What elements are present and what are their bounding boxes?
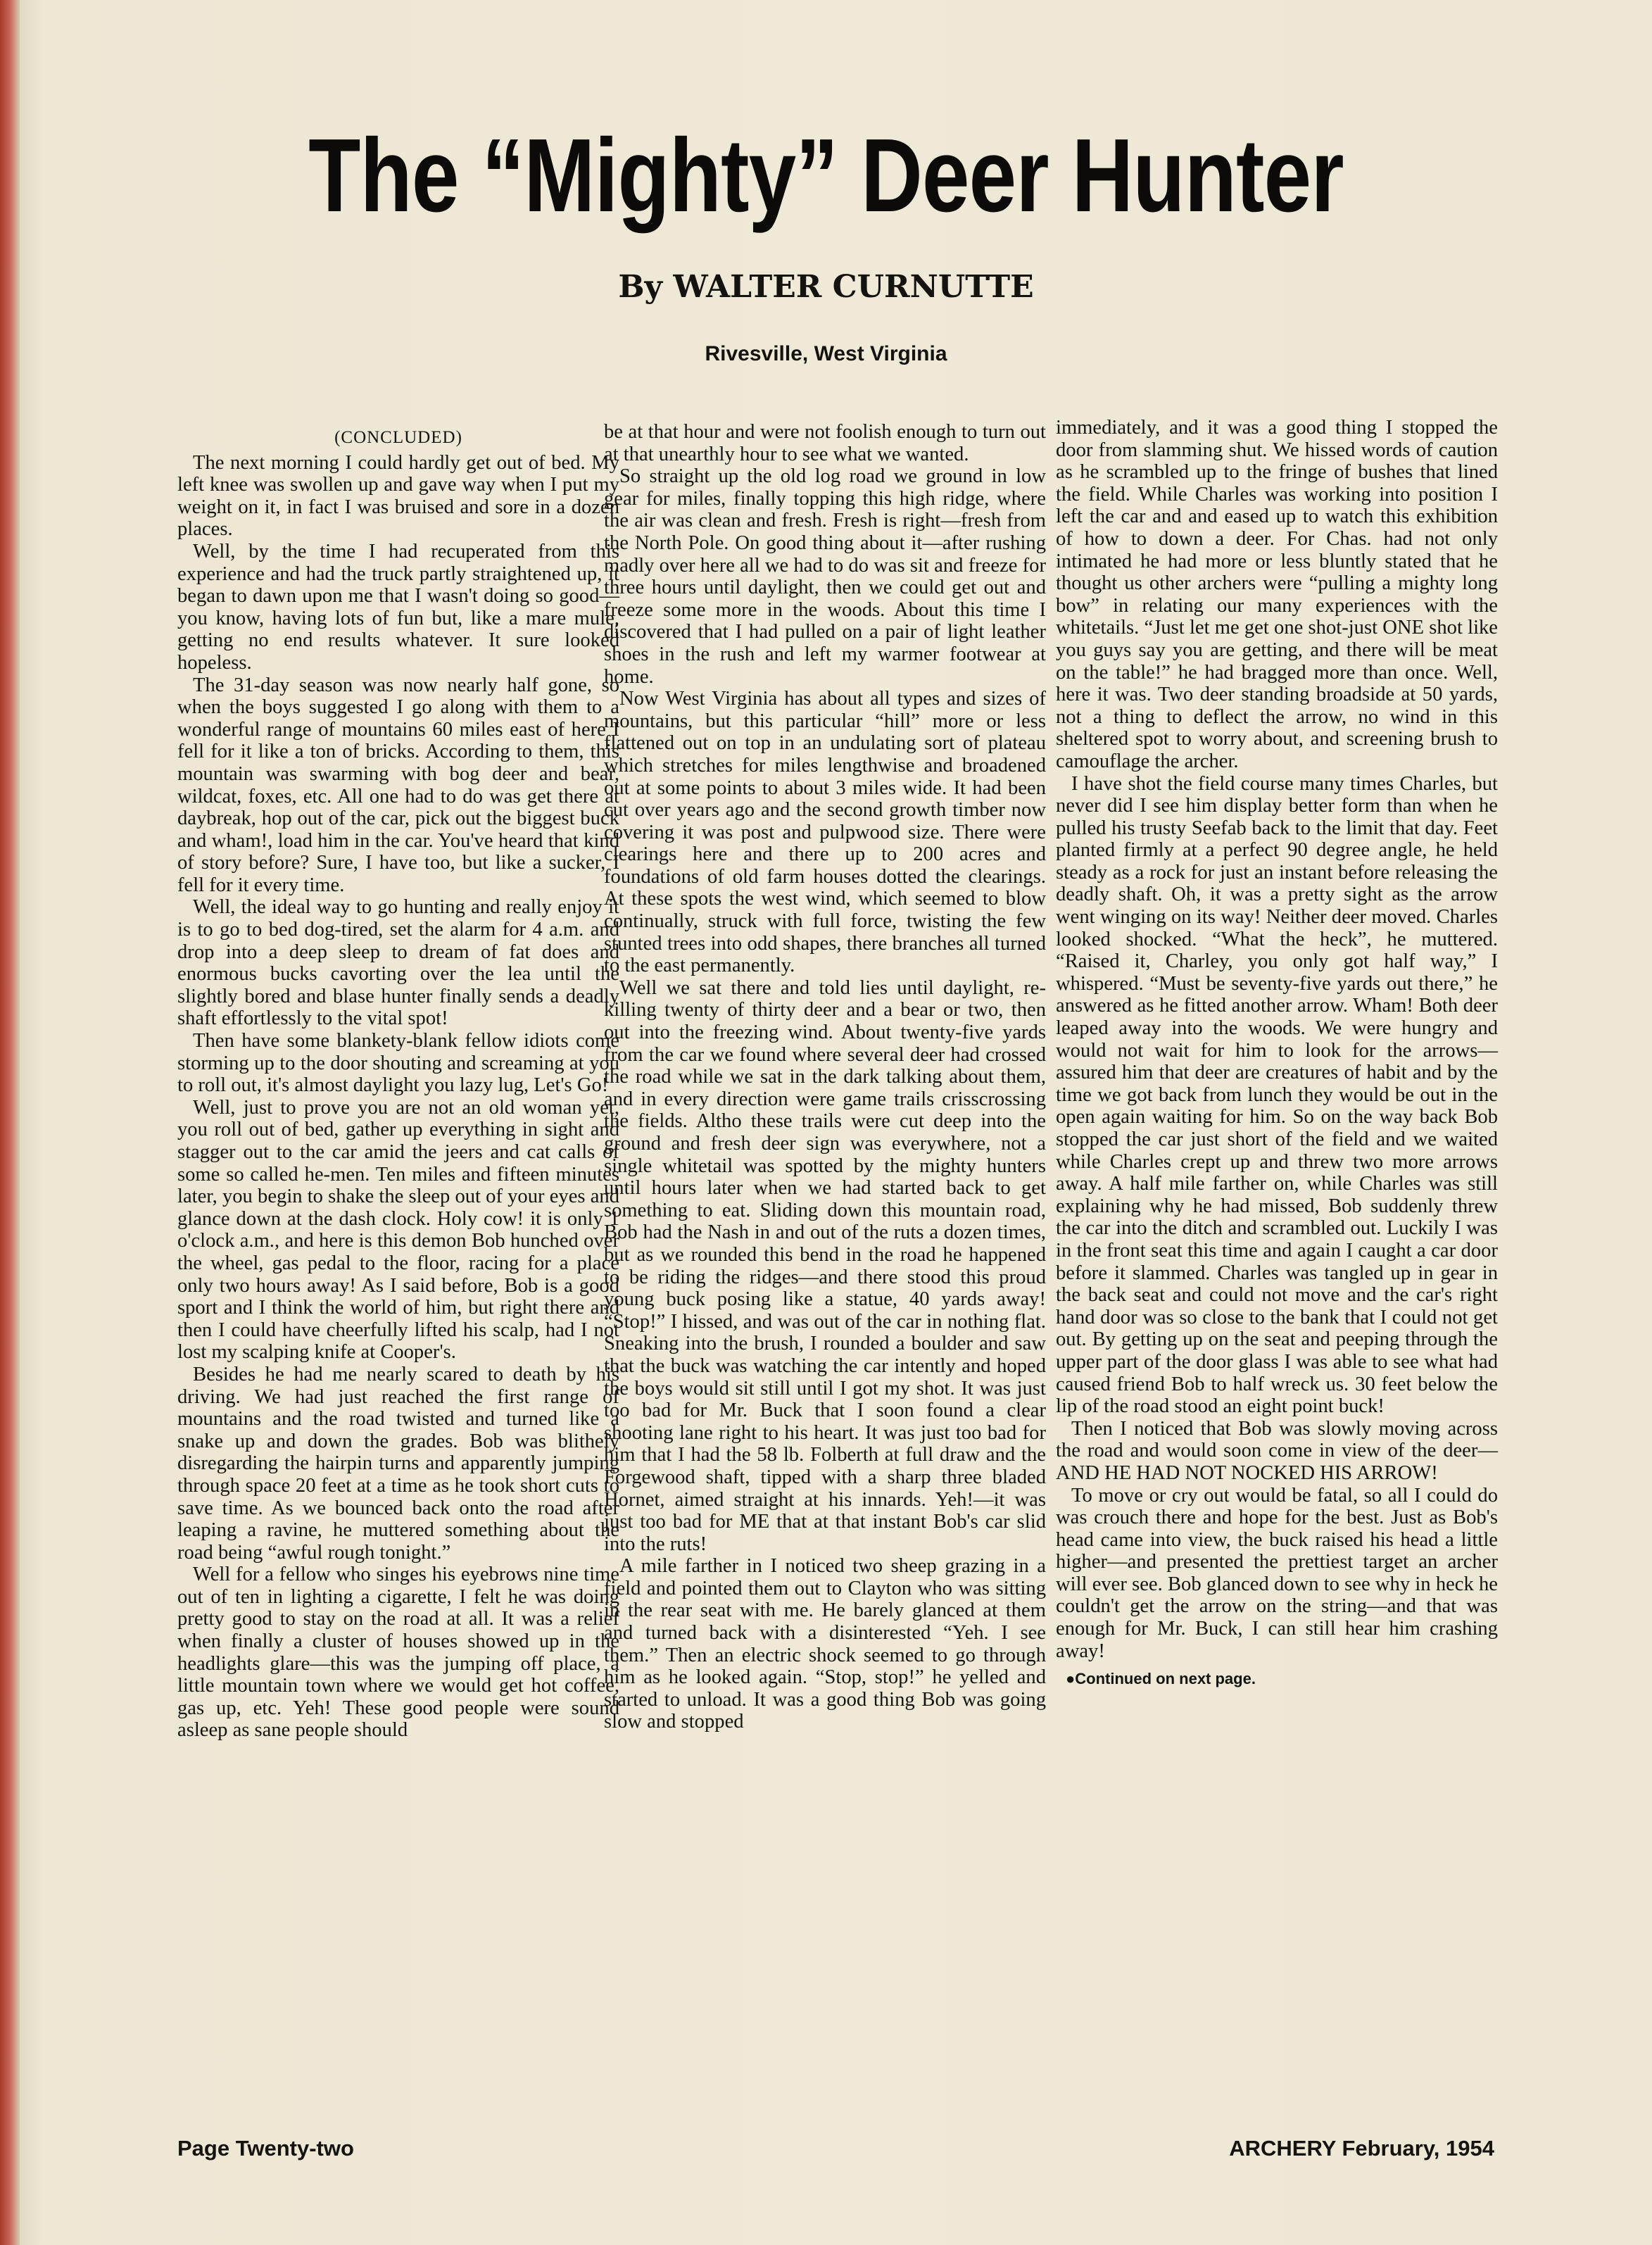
- paragraph: The 31-day season was now nearly half gone, so when the boys suggested I go along with them to a wonderful range of mountains 60 miles east of here I fell for it like a ton of bricks. According to them, this mountain was swarming with bog deer and bear, wildcat, foxes, etc. All one had to do was get there at daybreak, hop out of the car, pick out the biggest buck and wham!, load him in the car. You've heard that kind of story before? Sure, I have too, but like a sucker, I fell for it every time.: [177, 674, 619, 896]
- article-location: Rivesville, West Virginia: [705, 342, 947, 365]
- paragraph: be at that hour and were not foolish enough to turn out at that unearthly hour to see what we wanted.: [604, 421, 1046, 465]
- paragraph: So straight up the old log road we ground in low gear for miles, finally topping this high ridge, where the air was clean and fresh. Fresh is right—fresh from the North Pole. On good thing about it—after rushing madly over here all we had to do was sit and freeze for three hours until daylight, then we could get out and freeze some more in the woods. About this time I discovered that I had pulled on a pair of light leather shoes in the rush and left my warmer footwear at home.: [604, 465, 1046, 688]
- paragraph: immediately, and it was a good thing I stopped the door from slamming shut. We hissed words of caution as he scrambled up to the fringe of bushes that lined the field. While Charles was working into position I left the car and and eased up to watch this exhibition of how to down a deer. For Chas. had not only intimated he had more or less bluntly stated that he thought us other archers were “pulling a mighty long bow” in relating our many experiences with the whitetails. “Just let me get one shot-just ONE shot like you guys say you are getting, and there will be meat on the table!” he had bragged more than once. Well, here it was. Two deer standing broadside at 50 yards, not a thing to deflect the arrow, no wind in this sheltered spot to worry about, and screening brush to camouflage the archer.: [1056, 417, 1498, 772]
- paragraph: I have shot the field course many times Charles, but never did I see him display better form than when he pulled his trusty Seefab back to the limit that day. Feet planted firmly at a perfect 90 degree angle, he held steady as a rock for just an instant before releasing the deadly shaft. Oh, it was a pretty sight as the arrow went winging on its way! Neither deer moved. Charles looked shocked. “What the heck”, he muttered. “Raised it, Charley, you only got half way,” I whispered. “Must be seventy-five yards out there,” he answered as he fitted another arrow. Wham! Both deer leaped away into the woods. We were hungry and would not wait for him to look for the arrows—assured him that deer are creatures of habit and by the time we got back from lunch they would be out in the open again waiting for him. So on the way back Bob stopped the car just short of the field and we waited while Charles crept up and threw two more arrows away. A half mile farther on, while Charles was still explaining why he had missed, Bob suddenly threw the car into the ditch and scrambled out. Luckily I was in the front seat this time and again I caught a car door before it slammed. Charles was tangled up in gear in the back seat and could not move and the car's right hand door was so close to the bank that I could not get out. By getting up on the seat and peeping through the upper part of the door glass I was able to see what had caused friend Bob to half wreck us. 30 feet below the lip of the road stood an eight point buck!: [1056, 772, 1498, 1418]
- paragraph: Then I noticed that Bob was slowly moving across the road and would soon come in view of the deer—AND HE HAD NOT NOCKED HIS ARROW!: [1056, 1417, 1498, 1484]
- continued-note: ●Continued on next page.: [1066, 1670, 1256, 1688]
- paragraph: Then have some blankety-blank fellow idiots come storming up to the door shouting and screaming at you to roll out, it's almost daylight you lazy lug, Let's Go!: [177, 1030, 619, 1097]
- publication-footer: ARCHERY February, 1954: [1229, 2136, 1494, 2161]
- article-title: The “Mighty” Deer Hunter: [308, 118, 1344, 234]
- paragraph: The next morning I could hardly get out of bed. My left knee was swollen up and gave way when I put my weight on it, in fact I was bruised and sore in a dozen places.: [177, 451, 619, 541]
- page-number-footer: Page Twenty-two: [177, 2136, 354, 2161]
- text-column-2: [604, 421, 1046, 1733]
- paragraph: Besides he had me nearly scared to death by his driving. We had just reached the first range of mountains and the road twisted and turned like a snake up and down the grades. Bob was blithely disregarding the hairpin turns and apparently jumping through space 20 feet at a time as he took short cuts to save time. As we bounced back onto the road after leaping a ravine, he muttered something about the road being “awful rough tonight.”: [177, 1363, 619, 1564]
- paragraph: A mile farther in I noticed two sheep grazing in a field and pointed them out to Clayton who was sitting in the rear seat with me. He barely glanced at them and turned back with a disinterested “Yeh. I see them.” Then an electric shock seemed to go through him as he looked again. “Stop, stop!” he yelled and started to unload. It was a good thing Bob was going slow and stopped: [604, 1555, 1046, 1733]
- text-column-3: [1056, 417, 1498, 1690]
- page-spine-edge: [0, 0, 20, 2245]
- article-byline: By WALTER CURNUTTE: [618, 269, 1034, 305]
- paragraph: Now West Virginia has about all types and sizes of mountains, but this particular “hill” more or less flattened out on top in an undulating sort of plateau which stretches for miles lengthwise and broadened out at some points to about 3 miles wide. It had been cut over years ago and the second growth timber now covering it was post and pulpwood size. There were clearings here and there up to 200 acres and foundations of old farm houses dotted the clearings. At these spots the west wind, which seemed to blow continually, struck with full force, twisting the few stunted trees into odd shapes, there branches all turned to the east permanently.: [604, 688, 1046, 977]
- paragraph: Well we sat there and told lies until daylight, re-killing twenty of thirty deer and a bear or two, then out into the freezing wind. About twenty-five yards from the car we found where several deer had crossed the road while we sat in the dark talking about them, and in every direction were game trails crisscrossing the fields. Altho these trails were cut deep into the ground and fresh deer sign was everywhere, not a single whitetail was spotted by the mighty hunters until hours later when we had started back to get something to eat. Sliding down this mountain road, Bob had the Nash in and out of the ruts a dozen times, but as we rounded this bend in the road he happened to be riding the ridges—and there stood this proud young buck posing like a statue, 40 yards away! “Stop!” I hissed, and was out of the car in nothing flat. Sneaking into the brush, I rounded a boulder and saw that the buck was watching the car intently and hoped the boys would sit still until I got my shot. It was just too bad for Mr. Buck that I soon found a clear shooting lane right to his heart. It was just too bad for him that I had the 58 lb. Folberth at full draw and the Forgewood shaft, tipped with a sharp three bladed Hornet, aimed straight at his innards. Yeh!—it was just too bad for ME that at that instant Bob's car slid into the ruts!: [604, 976, 1046, 1555]
- paragraph: Well, just to prove you are not an old woman yet, you roll out of bed, gather up everything in sight and stagger out to the car amid the jeers and cat calls of some so called he-men. Ten miles and fifteen minutes later, you begin to shake the sleep out of your eyes and glance down at the dash clock. Holy cow! it is only 1 o'clock a.m., and here is this demon Bob hunched over the wheel, gas pedal to the floor, racing for a place only two hours away! As I said before, Bob is a good sport and I think the world of him, but right there and then I could have cheerfully lifted his scalp, had I not lost my scalping knife at Cooper's.: [177, 1096, 619, 1364]
- paragraph: To move or cry out would be fatal, so all I could do was crouch there and hope for the best. Just as Bob's head came into view, the buck raised his head a little higher—and presented the prettiest target an archer will ever see. Bob glanced down to see why in heck he couldn't get the arrow on the string—and that was enough for Mr. Buck, I can still hear him crashing away!: [1056, 1484, 1498, 1662]
- paragraph: Well, by the time I had recuperated from this experience and had the truck partly straightened up, it began to dawn upon me that I wasn't doing so good—you know, having lots of fun but, like a mare mule, getting no end results whatever. It sure looked hopeless.: [177, 540, 619, 674]
- text-column-1: [177, 417, 619, 1742]
- paragraph: Well for a fellow who singes his eyebrows nine time out of ten in lighting a cigarette, I felt he was doing pretty good to stay on the road at all. It was a relief when finally a cluster of houses showed up in the headlights glare—this was the jumping off place, a little mountain town where we would get hot coffee, gas up, etc. Yeh! These good people were sound asleep as sane people should: [177, 1564, 619, 1742]
- paragraph: Well, the ideal way to go hunting and really enjoy it is to go to bed dog-tired, set the alarm for 4 a.m. and drop into a deep sleep to dream of fat does and enormous bucks cavorting over the lea until the slightly bored and blase hunter finally sends a deadly shaft effortlessly to the vital spot!: [177, 896, 619, 1030]
- concluded-label: (CONCLUDED): [334, 428, 462, 447]
